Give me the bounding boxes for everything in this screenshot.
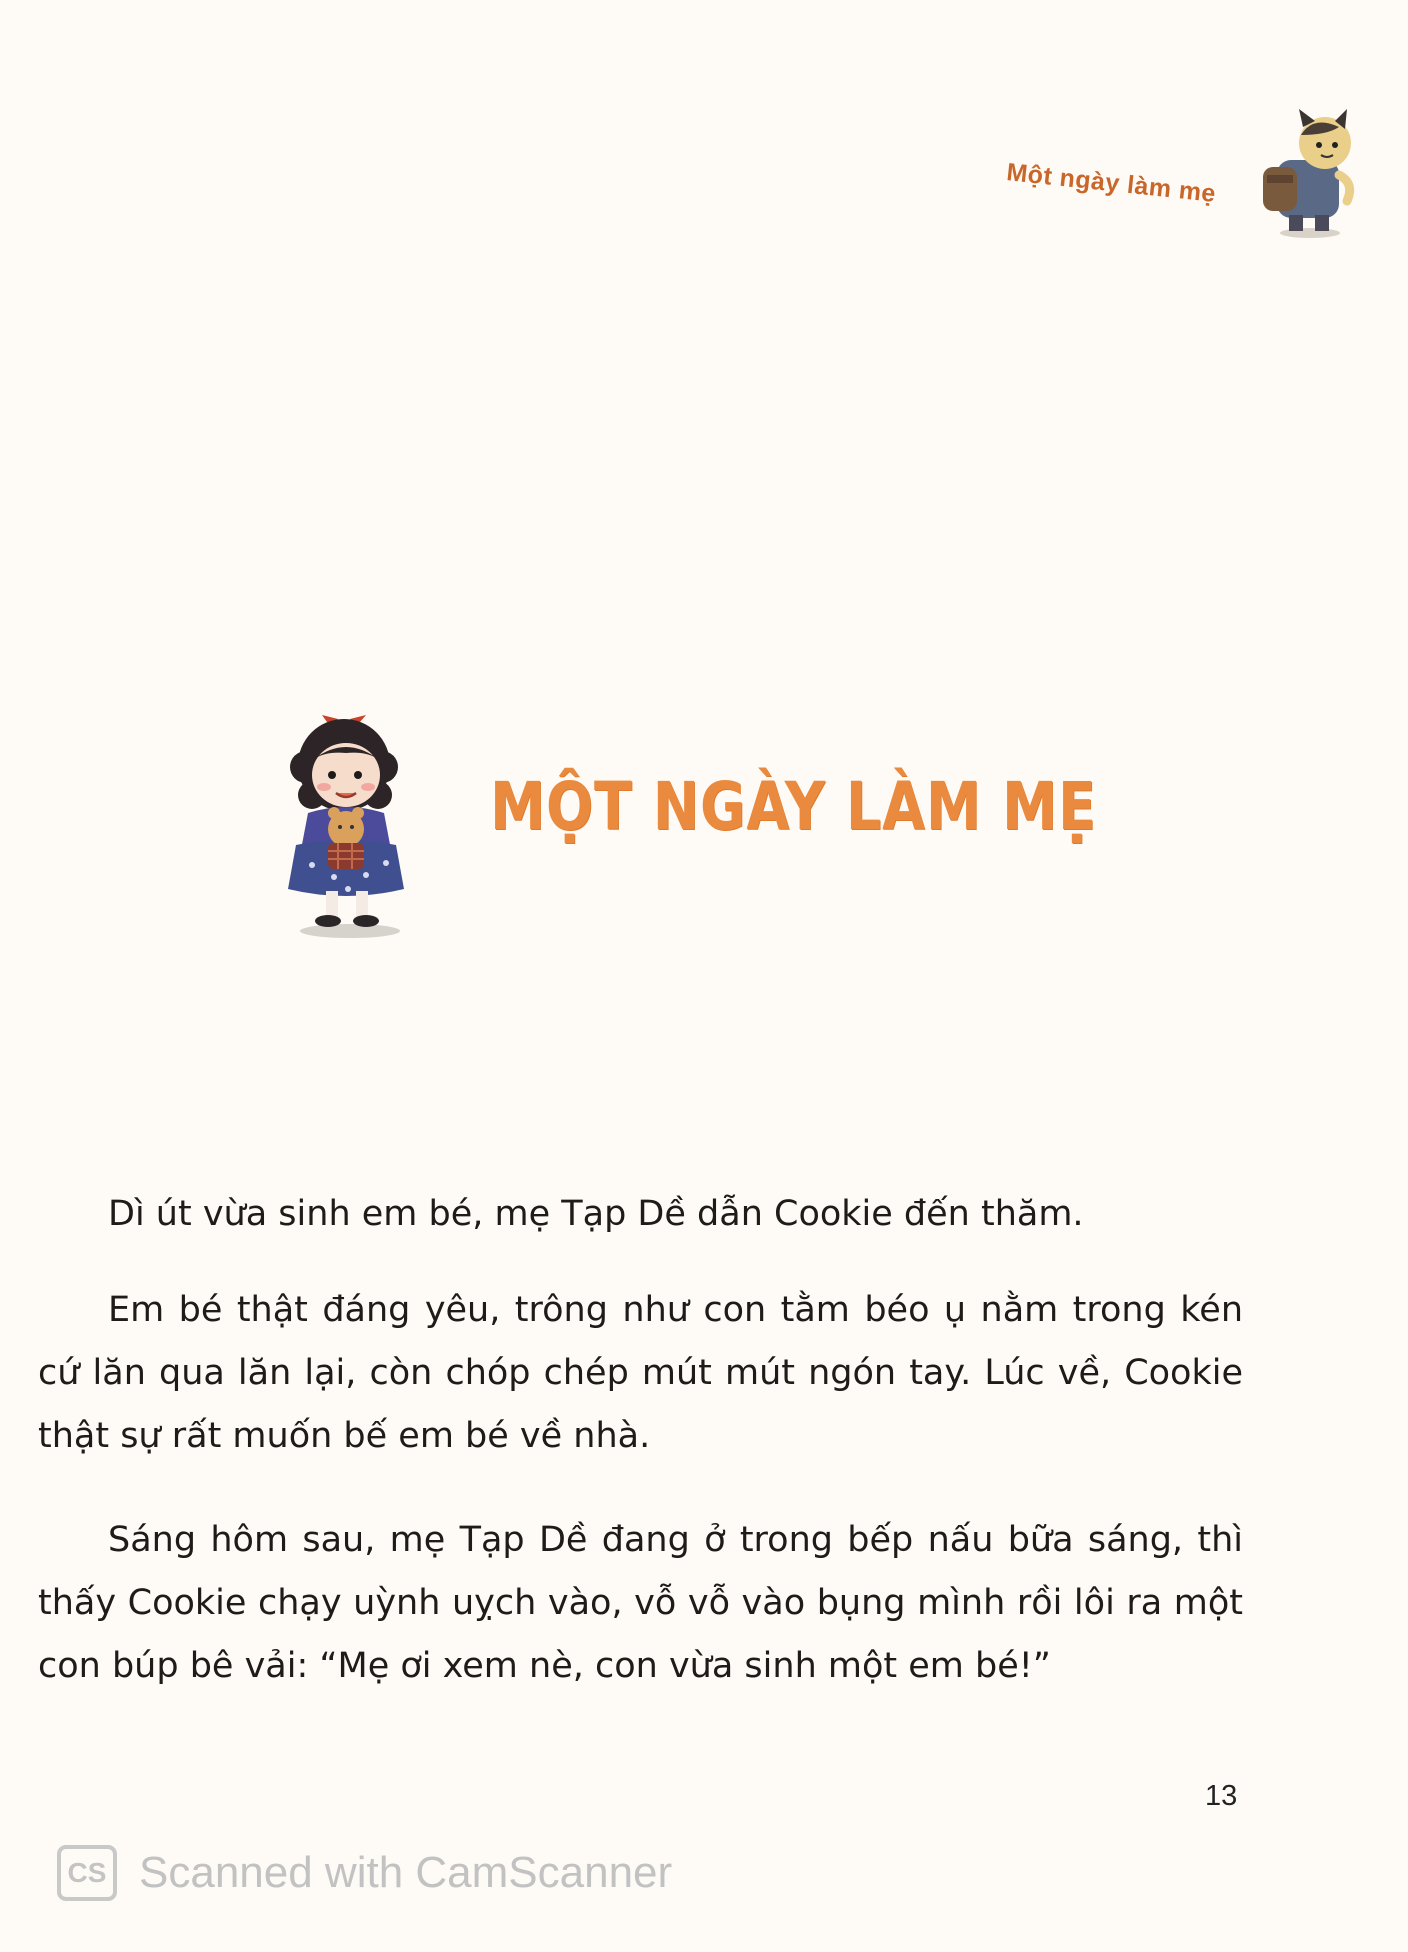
story-paragraph-3: Sáng hôm sau, mẹ Tạp Dề đang ở trong bếp nấu bữa sáng, thì thấy Cookie chạy uỳnh uỵch vào, vỗ vỗ vào bụng mình rồi lôi ra một con búp bê vải: “Mẹ ơi xem nè, con vừa sinh một em bé!” <box>38 1520 1243 1686</box>
chapter-title: MỘT NGÀY LÀM MẸ <box>490 768 1097 845</box>
camscanner-text: Scanned with CamScanner <box>139 1848 673 1897</box>
page-number: 13 <box>1205 1780 1238 1812</box>
camscanner-logo-icon: CS <box>57 1845 117 1901</box>
story-paragraph-2: Em bé thật đáng yêu, trông như con tằm béo ụ nằm trong kén cứ lăn qua lăn lại, còn chóp chép mút mút ngón tay. Lúc về, Cookie thật sự rất muốn bế em bé về nhà. <box>38 1290 1243 1456</box>
girl-with-teddy-illustration <box>282 705 422 940</box>
camscanner-watermark <box>57 1843 672 1903</box>
running-title: Một ngày làm mẹ <box>1005 158 1218 208</box>
running-header <box>1002 158 1252 243</box>
header-character-illustration <box>1255 105 1365 240</box>
story-paragraph-1: Dì út vừa sinh em bé, mẹ Tạp Dề dẫn Cookie đến thăm. <box>108 1194 1084 1234</box>
